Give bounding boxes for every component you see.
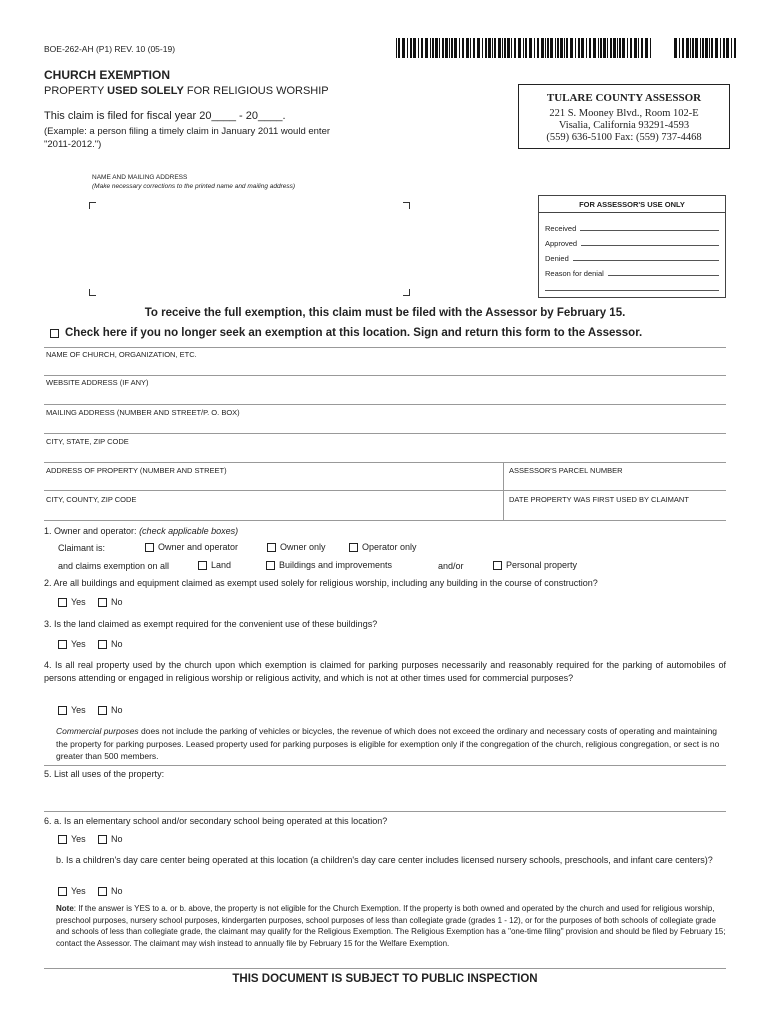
barcode-bar bbox=[709, 38, 710, 58]
barcode-bar bbox=[641, 38, 643, 58]
barcode-bar bbox=[692, 38, 694, 58]
barcode-bar bbox=[502, 38, 503, 58]
no-longer-seek-line: Check here if you no longer seek an exemption at this location. Sign and return this form to the Assessor. bbox=[50, 327, 642, 339]
barcode-bar bbox=[396, 38, 397, 58]
barcode-bar bbox=[700, 38, 701, 58]
barcode-bar bbox=[726, 38, 729, 58]
claims-exemption-label: and claims exemption on all bbox=[58, 561, 170, 571]
barcode-bar bbox=[650, 38, 651, 58]
owner-and-operator-option[interactable]: Owner and operator bbox=[145, 542, 238, 552]
claimant-is-label: Claimant is: bbox=[58, 543, 106, 553]
q6a-no-option[interactable]: No bbox=[98, 834, 123, 844]
barcode-bar bbox=[454, 38, 457, 58]
city-state-zip-label: CITY, STATE, ZIP CODE bbox=[46, 437, 129, 446]
barcode-bar bbox=[627, 38, 628, 58]
mailing-address-label: MAILING ADDRESS (NUMBER AND STREET/P. O. BOX) bbox=[46, 408, 240, 417]
q6b-label: b. Is a children's day care center being operated at this location (a children's day care center includes licensed nursery schools, preschools, and infant care centers)? bbox=[56, 855, 713, 865]
church-name-label: NAME OF CHURCH, ORGANIZATION, ETC. bbox=[46, 350, 197, 359]
city-county-zip-label: CITY, COUNTY, ZIP CODE bbox=[46, 495, 137, 504]
barcode-bar bbox=[674, 38, 677, 58]
barcode-bar bbox=[586, 38, 587, 58]
barcode-bar bbox=[550, 38, 553, 58]
barcode-bar bbox=[451, 38, 453, 58]
owner-only-checkbox[interactable] bbox=[267, 543, 276, 552]
form-subtitle: PROPERTY USED SOLELY FOR RELIGIOUS WORSHIP bbox=[44, 85, 329, 97]
q3-no-checkbox[interactable] bbox=[98, 640, 107, 649]
barcode-bar bbox=[638, 38, 639, 58]
barcode-bar bbox=[504, 38, 506, 58]
barcode-bar bbox=[492, 38, 493, 58]
barcode-bar bbox=[407, 38, 408, 58]
barcode-1 bbox=[396, 38, 654, 58]
assessor-phone: (559) 636-5100 Fax: (559) 737-4468 bbox=[546, 132, 702, 143]
barcode-bar bbox=[529, 38, 532, 58]
barcode-bar bbox=[410, 38, 412, 58]
barcode-bar bbox=[564, 38, 565, 58]
barcode-bar bbox=[523, 38, 524, 58]
barcode-bar bbox=[686, 38, 689, 58]
fiscal-year-example: (Example: a person filing a timely claim in January 2011 would enter "2011-2012.") bbox=[44, 126, 331, 150]
personal-property-option[interactable]: Personal property bbox=[493, 560, 577, 570]
denied-row[interactable]: Denied bbox=[539, 248, 725, 263]
owner-and-operator-checkbox[interactable] bbox=[145, 543, 154, 552]
barcode-bar bbox=[600, 38, 602, 58]
barcode-bar bbox=[466, 38, 469, 58]
barcode-bar bbox=[705, 38, 708, 58]
barcode-bar bbox=[462, 38, 464, 58]
barcode-bar bbox=[507, 38, 510, 58]
divider bbox=[44, 462, 726, 463]
parcel-number-label: ASSESSOR'S PARCEL NUMBER bbox=[509, 466, 623, 475]
barcode-bar bbox=[630, 38, 632, 58]
divider bbox=[44, 375, 726, 376]
barcode-bar bbox=[488, 38, 491, 58]
divider bbox=[44, 404, 726, 405]
barcode-bar bbox=[723, 38, 725, 58]
barcode-bar bbox=[473, 38, 475, 58]
eligibility-note: Note: If the answer is YES to a. or b. above, the property is not eligible for the Church Exemption. If the property is both owned and operated by the church and used for religious worship, preschool purposes, nursery school purposes, kindergarten purposes, school purposes of less than collegiate grade (grades 1 - 12), or for the purposes of both schools of collegiate grade and schools of less than collegiate grade, the claimant may qualify for the Religious Exemption. The Religious Exemption has a "one-time filing" provision and should be filed by February 15; contact the Assessor. The claimant may wish instead to annually file by February 15 for the Welfare Exemption. bbox=[56, 904, 726, 948]
barcode-bar bbox=[593, 38, 596, 58]
no-longer-seek-checkbox[interactable] bbox=[50, 329, 59, 338]
q4-no-option[interactable]: No bbox=[98, 705, 123, 715]
q6a-label: 6. a. Is an elementary school and/or secondary school being operated at this location? bbox=[44, 816, 388, 826]
barcode-bar bbox=[537, 38, 539, 58]
barcode-bar bbox=[514, 38, 516, 58]
q4-yes-option[interactable]: Yes bbox=[58, 705, 86, 715]
barcode-bar bbox=[617, 38, 618, 58]
barcode-bar bbox=[570, 38, 573, 58]
assessor-address-box bbox=[518, 84, 730, 149]
address-window-corner-br bbox=[403, 289, 410, 296]
barcode-bar bbox=[690, 38, 691, 58]
property-address-label: ADDRESS OF PROPERTY (NUMBER AND STREET) bbox=[46, 466, 227, 475]
barcode-bar bbox=[560, 38, 563, 58]
date-first-used-label: DATE PROPERTY WAS FIRST USED BY CLAIMANT bbox=[509, 495, 689, 504]
received-row[interactable]: Received bbox=[539, 218, 725, 233]
personal-property-checkbox[interactable] bbox=[493, 561, 502, 570]
commercial-purposes-text: Commercial purposes does not include the parking of vehicles or bicycles, the revenue of which does not exceed the ordinary and necessary costs of operating and maintaining the property for parking purposes. Leased property used for parking purposes is eligible for exemption only if the congregation of the church, religious congregation, or sect is no greater than 500 members. bbox=[56, 726, 720, 761]
barcode-bar bbox=[557, 38, 559, 58]
form-title: CHURCH EXEMPTION bbox=[44, 68, 171, 82]
reason-extra-row[interactable] bbox=[539, 278, 725, 293]
q2-yes-checkbox[interactable] bbox=[58, 598, 67, 607]
barcode-bar bbox=[619, 38, 621, 58]
fiscal-year-line[interactable]: This claim is filed for fiscal year 20____ - 20____. bbox=[44, 110, 286, 122]
q3-yes-checkbox[interactable] bbox=[58, 640, 67, 649]
q4-label: 4. Is all real property used by the church upon which exemption is claimed for parking purposes necessarily and reasonably required for the parking of automobiles of persons attending or engaged in religious worship or religious activity, and which is not at other times used for commercial purposes? bbox=[44, 660, 726, 683]
q6b-yes-checkbox[interactable] bbox=[58, 887, 67, 896]
barcode-bar bbox=[622, 38, 625, 58]
barcode-bar bbox=[518, 38, 521, 58]
land-option[interactable]: Land bbox=[198, 560, 231, 570]
q6b-no-option[interactable]: No bbox=[98, 886, 123, 896]
barcode-bar bbox=[555, 38, 556, 58]
operator-only-option[interactable]: Operator only bbox=[349, 542, 417, 552]
divider bbox=[44, 490, 726, 491]
q4-yes-checkbox[interactable] bbox=[58, 706, 67, 715]
assessor-name: TULARE COUNTY ASSESSOR bbox=[546, 92, 702, 104]
q6b-no-checkbox[interactable] bbox=[98, 887, 107, 896]
barcode-bar bbox=[715, 38, 718, 58]
q3-label: 3. Is the land claimed as exempt required for the convenient use of these buildings? bbox=[44, 619, 378, 629]
barcode-bar bbox=[459, 38, 460, 58]
deadline-notice: To receive the full exemption, this claim must be filed with the Assessor by February 15. bbox=[144, 307, 626, 319]
q2-no-option[interactable]: No bbox=[98, 597, 123, 607]
barcode-bar bbox=[525, 38, 527, 58]
barcode-bar bbox=[449, 38, 450, 58]
q6b-yes-option[interactable]: Yes bbox=[58, 886, 86, 896]
q2-label: 2. Are all buildings and equipment claimed as exempt used solely for religious worship, including any building in the course of construction? bbox=[44, 578, 598, 588]
barcode-bar bbox=[575, 38, 576, 58]
q2-yes-option[interactable]: Yes bbox=[58, 597, 86, 607]
assessor-address-line2: Visalia, California 93291-4593 bbox=[558, 120, 690, 131]
form-code: BOE-262-AH (P1) REV. 10 (05-19) bbox=[44, 44, 176, 54]
reason-for-denial-row[interactable]: Reason for denial bbox=[539, 263, 725, 278]
barcode-bar bbox=[494, 38, 496, 58]
barcode-bar bbox=[439, 38, 440, 58]
barcode-bar bbox=[711, 38, 713, 58]
assessor-use-only-box bbox=[538, 195, 726, 298]
barcode-bar bbox=[485, 38, 487, 58]
divider bbox=[44, 968, 726, 969]
q4-no-checkbox[interactable] bbox=[98, 706, 107, 715]
address-window-corner-tr bbox=[403, 202, 410, 209]
barcode-bar bbox=[702, 38, 704, 58]
assessor-use-heading: FOR ASSESSOR'S USE ONLY bbox=[539, 196, 725, 213]
public-inspection-footer: THIS DOCUMENT IS SUBJECT TO PUBLIC INSPECTION bbox=[232, 973, 538, 985]
barcode-bar bbox=[566, 38, 568, 58]
barcode-bar bbox=[610, 38, 612, 58]
andor-label: and/or bbox=[438, 561, 464, 571]
barcode-bar bbox=[445, 38, 448, 58]
barcode-bar bbox=[511, 38, 512, 58]
q6a-yes-checkbox[interactable] bbox=[58, 835, 67, 844]
q6a-no-checkbox[interactable] bbox=[98, 835, 107, 844]
barcode-bar bbox=[413, 38, 416, 58]
operator-only-checkbox[interactable] bbox=[349, 543, 358, 552]
q2-no-checkbox[interactable] bbox=[98, 598, 107, 607]
column-divider bbox=[503, 462, 504, 520]
barcode-bar bbox=[679, 38, 680, 58]
barcode-bar bbox=[470, 38, 471, 58]
divider bbox=[44, 520, 726, 521]
q3-no-option[interactable]: No bbox=[98, 639, 123, 649]
barcode-bar bbox=[477, 38, 480, 58]
barcode-bar bbox=[695, 38, 698, 58]
barcode-bar bbox=[402, 38, 405, 58]
barcode-bar bbox=[589, 38, 591, 58]
barcode-bar bbox=[734, 38, 736, 58]
land-checkbox[interactable] bbox=[198, 561, 207, 570]
divider bbox=[44, 765, 726, 766]
owner-only-option[interactable]: Owner only bbox=[267, 542, 326, 552]
barcode-bar bbox=[634, 38, 637, 58]
barcode-bar bbox=[682, 38, 684, 58]
name-address-label: NAME AND MAILING ADDRESS (Make necessary corrections to the printed name and mailing address) bbox=[92, 174, 296, 190]
barcode-bar bbox=[435, 38, 438, 58]
barcode-bar bbox=[498, 38, 501, 58]
address-window-corner-bl bbox=[89, 289, 96, 296]
barcode-bar bbox=[421, 38, 423, 58]
barcode-bar bbox=[607, 38, 608, 58]
barcode-bar bbox=[398, 38, 400, 58]
q3-yes-option[interactable]: Yes bbox=[58, 639, 86, 649]
buildings-option[interactable]: Buildings and improvements bbox=[266, 560, 392, 570]
barcode-bar bbox=[442, 38, 444, 58]
barcode-bar bbox=[720, 38, 721, 58]
divider bbox=[44, 433, 726, 434]
barcode-bar bbox=[482, 38, 483, 58]
buildings-checkbox[interactable] bbox=[266, 561, 275, 570]
barcode-bar bbox=[613, 38, 616, 58]
barcode-bar bbox=[432, 38, 434, 58]
q5-label: 5. List all uses of the property: bbox=[44, 769, 165, 779]
barcode-bar bbox=[578, 38, 580, 58]
assessor-address-line1: 221 S. Mooney Blvd., Room 102-E bbox=[549, 108, 699, 119]
barcode-bar bbox=[430, 38, 431, 58]
barcode-bar bbox=[534, 38, 535, 58]
barcode-bar bbox=[425, 38, 428, 58]
website-label: WEBSITE ADDRESS (IF ANY) bbox=[46, 378, 149, 387]
barcode-bar bbox=[545, 38, 546, 58]
approved-row[interactable]: Approved bbox=[539, 233, 725, 248]
divider bbox=[44, 811, 726, 812]
q6a-yes-option[interactable]: Yes bbox=[58, 834, 86, 844]
address-window-corner-tl bbox=[89, 202, 96, 209]
barcode-bar bbox=[645, 38, 648, 58]
barcode-bar bbox=[547, 38, 549, 58]
barcode-bar bbox=[731, 38, 732, 58]
barcode-bar bbox=[598, 38, 599, 58]
q1-label: 1. Owner and operator: (check applicable boxes) bbox=[44, 526, 239, 536]
barcode-bar bbox=[603, 38, 606, 58]
barcode-bar bbox=[541, 38, 544, 58]
barcode-bar bbox=[418, 38, 419, 58]
divider bbox=[44, 347, 726, 348]
barcode-2 bbox=[674, 38, 738, 58]
barcode-bar bbox=[581, 38, 584, 58]
